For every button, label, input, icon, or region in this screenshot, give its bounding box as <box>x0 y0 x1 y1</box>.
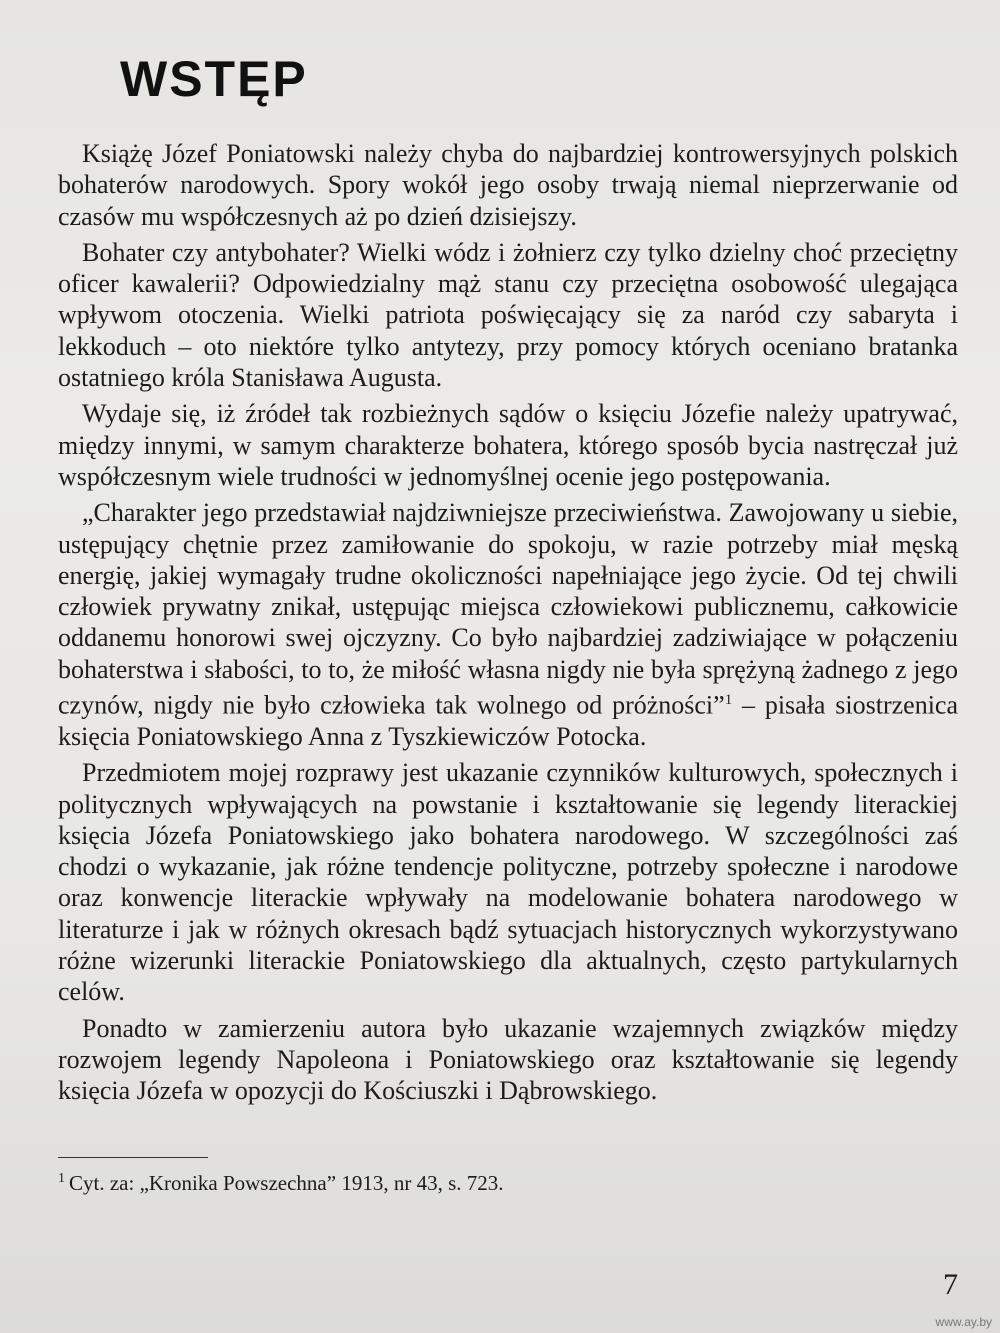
footnote-divider <box>58 1157 208 1158</box>
chapter-heading: WSTĘP <box>120 51 308 107</box>
watermark: www.ay.by <box>935 1315 992 1329</box>
quote-text: „Charakter jego przedstawiał najdziwniejsze przeciwieństwa. Zawojowany u siebie, ustępujący chętnie przez zamiłowanie do spokoju, w razie potrzeby miał męską energię, jakiej wymagały trudne okoliczności napełniające jego życie. Od tej chwili człowiek prywatny znikał, ustępując miejsca człowiekowi publicznemu, całkowicie oddanemu honorowi swej ojczyzny. Co było najbardziej zadziwiające w połączeniu bohaterstwa i słabości, to to, że miłość własna nigdy nie była sprężyną żadnego z jego czynów, nigdy nie było człowieka tak wolnego od próżności” <box>58 498 958 720</box>
footnote <box>58 1166 958 1196</box>
paragraph: Książę Józef Poniatowski należy chyba do najbardziej kontrowersyjnych polskich bohaterów narodowych. Spory wokół jego osoby trwają niemal nieprzerwanie od czasów mu współczesnych aż po dzień dzisiejszy. <box>58 139 958 231</box>
footnote-text: Cyt. za: „Kronika Powszechna” 1913, nr 43, s. 723. <box>69 1170 504 1195</box>
page-number: 7 <box>943 1268 958 1301</box>
body-text <box>58 138 958 1107</box>
quote-paragraph <box>58 497 958 752</box>
paragraph: Wydaje się, iż źródeł tak rozbieżnych sądów o księciu Józefie należy upatrywać, między innymi, w samym charakterze bohatera, którego sposób bycia nastręczał już współczesnym wiele trudności w jednomyślnej ocenie jego postępowania. <box>58 399 958 491</box>
paragraph: Przedmiotem mojej rozprawy jest ukazanie czynników kulturowych, społecznych i politycznych wpływających na powstanie i kształtowanie się legendy literackiej księcia Józefa Poniatowskiego jako bohatera narodowego. W szczególności zaś chodzi o wykazanie, jak różne tendencje polityczne, potrzeby społeczne i narodowe oraz konwencje literackie wpływały na modelowanie bohatera narodowego w literaturze i jak w różnych okresach bądź sytuacjach historycznych wykorzystywano różne wizerunki literackie Poniatowskiego dla aktualnych, często partykularnych celów. <box>58 758 958 1007</box>
quote-tail: – pisała siostrzenica księcia Poniatowskiego Anna z Tyszkiewiczów Potocka. <box>58 690 958 751</box>
paragraph: Bohater czy antybohater? Wielki wódz i żołnierz czy tylko dzielny choć przeciętny oficer kawalerii? Odpowiedzialny mąż stanu czy przeciętna osobowość ulegająca wpływom otoczenia. Wielki patriota poświęcający się za naród czy sabaryta i lekkoduch – oto niektóre tylko antytezy, przy pomocy których oceniano bratanka ostatniego króla Stanisława Augusta. <box>58 237 958 393</box>
footnote-reference: 1 <box>724 692 733 709</box>
paragraph: Ponadto w zamierzeniu autora było ukazanie wzajemnych związków między rozwojem legendy Napoleona i Poniatowskiego oraz kształtowanie się legendy księcia Józefa w opozycji do Kościuszki i Dąbrowskiego. <box>58 1013 958 1106</box>
footnote-number: 1 <box>58 1170 65 1186</box>
